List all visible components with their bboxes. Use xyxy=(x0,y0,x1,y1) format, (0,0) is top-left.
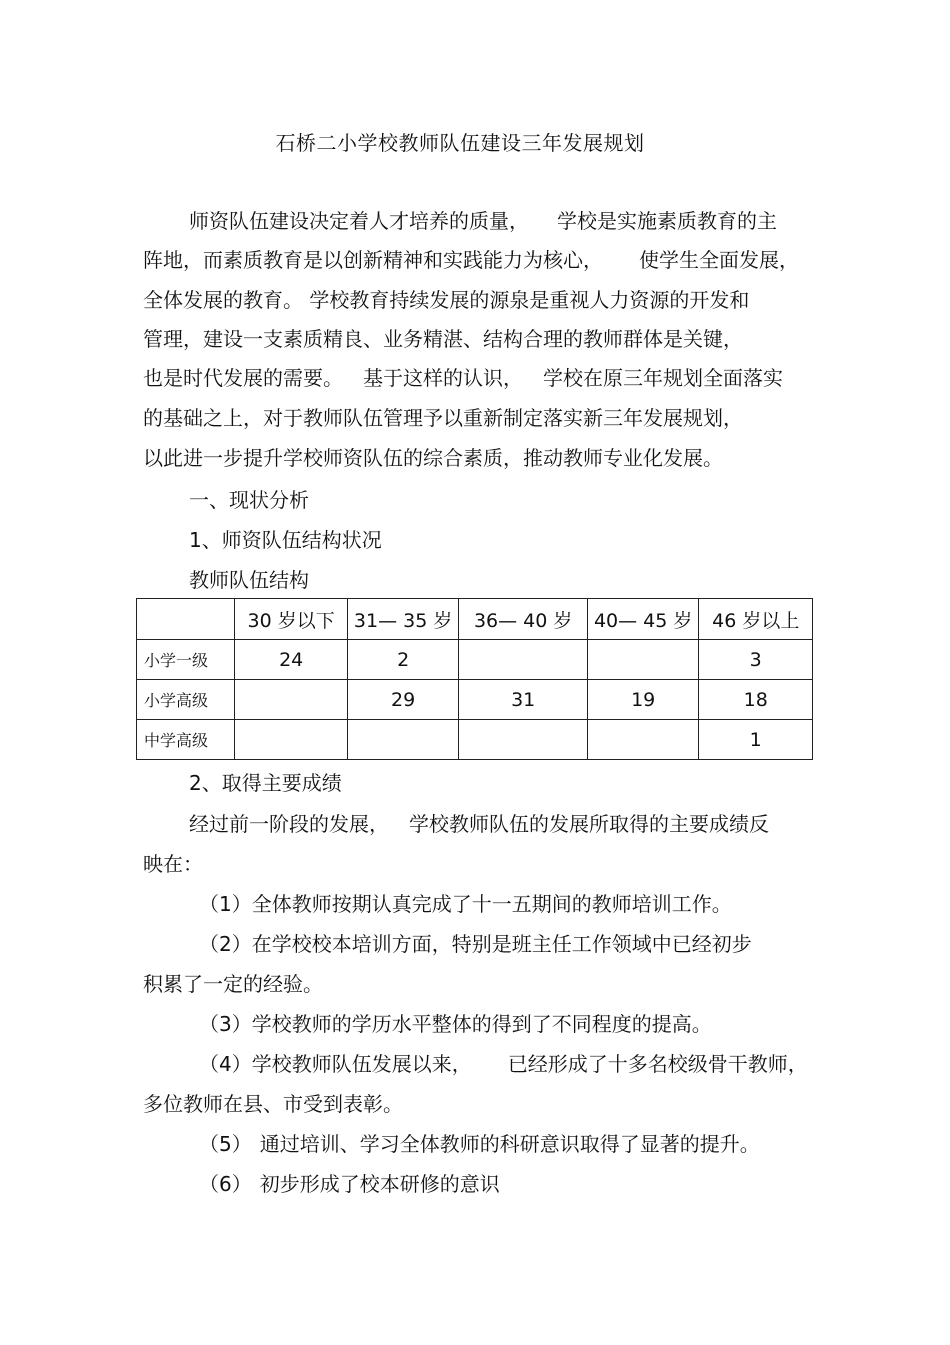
table-header-row xyxy=(137,599,813,640)
table-cell: 19 xyxy=(587,680,698,720)
intro-line-4: 管理，建设一支素质精良、业务精湛、结构合理的教师群体是关键， xyxy=(143,327,743,351)
achievement-item-6 xyxy=(199,1172,500,1196)
intro-text: 学校在原三年规划全面落实 xyxy=(543,366,783,390)
intro-line-1 xyxy=(189,209,777,233)
section-heading: 一、现状分析 xyxy=(189,488,309,512)
table-cell: 31 xyxy=(459,680,588,720)
table-cell: 18 xyxy=(699,680,813,720)
table-cell xyxy=(459,720,588,760)
achievement-text: （4）学校教师队伍发展以来， xyxy=(199,1052,472,1076)
intro-line-3: 全体发展的教育。 学校教育持续发展的源泉是重视人力资源的开发和 xyxy=(143,288,750,312)
intro-text: 也是时代发展的需要。 xyxy=(143,366,343,390)
intro-line-7: 以此进一步提升学校师资队伍的综合素质，推动教师专业化发展。 xyxy=(143,446,723,470)
achievement-number: （6） xyxy=(199,1172,252,1196)
table-row xyxy=(137,640,813,680)
intro-text: 阵地，而素质教育是以创新精神和实践能力为核心， xyxy=(143,248,603,272)
table-cell: 24 xyxy=(235,640,347,680)
achievement-item-1: （1）全体教师按期认真完成了十一五期间的教师培训工作。 xyxy=(199,892,732,916)
achievement-item-2: （2）在学校校本培训方面，特别是班主任工作领域中已经初步 xyxy=(199,932,752,956)
achievement-intro-line-1 xyxy=(189,812,769,836)
achievement-item-2-cont: 积累了一定的经验。 xyxy=(143,972,323,996)
achievement-item-5 xyxy=(199,1132,760,1156)
achievement-text: 通过培训、学习全体教师的科研意识取得了显著的提升。 xyxy=(259,1132,760,1156)
achievement-item-3: （3）学校教师的学历水平整体的得到了不同程度的提高。 xyxy=(199,1012,712,1036)
intro-text: 基于这样的认识， xyxy=(363,366,523,390)
table-caption: 教师队伍结构 xyxy=(189,568,309,592)
subsection-heading: 2、取得主要成绩 xyxy=(189,771,342,795)
document-title: 石桥二小学校教师队伍建设三年发展规划 xyxy=(275,131,645,155)
table-cell: 2 xyxy=(347,640,458,680)
table-header-cell xyxy=(137,599,235,640)
intro-line-2 xyxy=(143,248,799,272)
achievement-text: 经过前一阶段的发展， xyxy=(189,812,389,836)
table-row-label: 小学高级 xyxy=(137,680,235,720)
table-header-cell: 31— 35 岁 xyxy=(347,599,458,640)
table-header-cell: 40— 45 岁 xyxy=(587,599,698,640)
intro-text: 师资队伍建设决定着人才培养的质量， xyxy=(189,209,529,233)
achievement-item-4 xyxy=(199,1052,808,1076)
table-cell xyxy=(587,640,698,680)
table-cell: 29 xyxy=(347,680,458,720)
teacher-structure-table xyxy=(136,598,813,760)
table-row xyxy=(137,720,813,760)
achievement-text: 已经形成了十多名校级骨干教师， xyxy=(507,1052,808,1076)
table-row-label: 中学高级 xyxy=(137,720,235,760)
achievement-text: 初步形成了校本研修的意识 xyxy=(259,1172,500,1196)
achievement-number: （5） xyxy=(199,1132,252,1156)
table-cell: 3 xyxy=(699,640,813,680)
table-header-cell: 30 岁以下 xyxy=(235,599,347,640)
table-cell xyxy=(459,640,588,680)
table-cell xyxy=(235,720,347,760)
table-cell xyxy=(235,680,347,720)
achievement-intro-line-2: 映在： xyxy=(143,852,203,876)
table-cell xyxy=(347,720,458,760)
table-header-cell: 46 岁以上 xyxy=(699,599,813,640)
table-cell: 1 xyxy=(699,720,813,760)
table-cell xyxy=(587,720,698,760)
intro-text: 学校是实施素质教育的主 xyxy=(557,209,777,233)
intro-line-5 xyxy=(143,366,783,390)
intro-line-6: 的基础之上，对于教师队伍管理予以重新制定落实新三年发展规划， xyxy=(143,406,743,430)
intro-text: 使学生全面发展， xyxy=(639,248,799,272)
table-row xyxy=(137,680,813,720)
achievement-text: 学校教师队伍的发展所取得的主要成绩反 xyxy=(409,812,769,836)
achievement-item-4-cont: 多位教师在县、市受到表彰。 xyxy=(143,1092,403,1116)
subsection-heading: 1、师资队伍结构状况 xyxy=(189,528,382,552)
table-row-label: 小学一级 xyxy=(137,640,235,680)
table-header-cell: 36— 40 岁 xyxy=(459,599,588,640)
